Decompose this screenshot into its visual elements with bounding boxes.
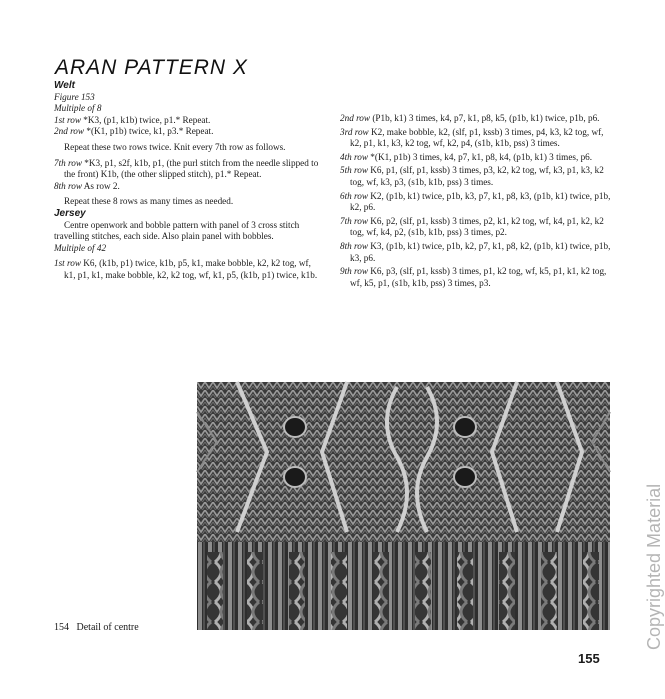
multiple-label-2: Multiple of 42 — [54, 242, 107, 253]
multiple-label: Multiple of 8 — [54, 103, 102, 114]
figure-ref: Figure 153 — [54, 91, 95, 102]
welt-row-8 — [54, 181, 319, 193]
row-text: K6, p2, (slf, p1, kssb) 3 times, p2, k1, k2 tog, wf, k4, p1, k2, k2 tog, wf, k4, p2, (s1b, k1b, pss) 3 times, p2. — [350, 215, 604, 238]
row-label: 9th row — [340, 266, 368, 277]
jersey-row — [340, 127, 615, 150]
row-text: *(K1, p1b) 3 times, k4, p7, k1, p8, k4, (p1b, k1) 3 times, p6. — [370, 151, 593, 162]
left-column — [54, 80, 319, 282]
row-label: 2nd row — [54, 126, 85, 137]
row-text: K6, (k1b, p1) twice, k1b, p5, k1, make bobble, k2, k2 tog, wf, k1, p1, k1, make bobble, k2, k2 tog, wf, k1, p5, (k1b, p1) twice, k1b. — [64, 258, 318, 280]
row-text: K6, p3, (slf, p1, kssb) 3 times, p1, k2 tog, wf, k5, p1, k1, k2 tog, wf, k5, p1, (s1b, k1b, pss) 3 times, p3. — [350, 266, 607, 288]
row-text: *(K1, p1b) twice, k1, p3.* Repeat. — [86, 126, 214, 137]
row-label: 7th row — [54, 157, 82, 168]
watermark-text: Copyrighted Material — [644, 483, 664, 650]
row-label: 2nd row — [340, 113, 371, 123]
row-text: (P1b, k1) 3 times, k4, p7, k1, p8, k5, (p1b, k1) twice, p1b, p6. — [372, 113, 600, 123]
welt-heading: Welt — [54, 80, 75, 91]
jersey-description: Centre openwork and bobble pattern with panel of 3 cross stitch travelling stitches, each side. Also plain panel with bobbles. — [54, 219, 300, 242]
row-label: 7th row — [340, 215, 368, 226]
welt-row-1 — [54, 115, 319, 127]
watermark — [622, 210, 664, 650]
page-title: ARAN PATTERN X — [55, 56, 248, 79]
row-text: *K3, p1, s2f, k1b, p1, (the purl stitch from the needle slipped to the front) K1b, (the other slipped stitch), p1.* Repeat. — [64, 157, 319, 180]
jersey-row — [340, 152, 615, 164]
repeat-instruction: Repeat these two rows twice. Knit every 7th row as follows. — [64, 141, 286, 152]
row-text: As row 2. — [83, 180, 120, 191]
row-text: K2, make bobble, k2, (slf, p1, kssb) 3 times, p4, k3, k2 tog, wf, k2, p1, k1, k3, k2 tog, wf, k2, p4, (s1b, k1b, pss) 3 times. — [350, 126, 604, 149]
row-label: 6th row — [340, 190, 368, 201]
jersey-row — [340, 165, 615, 188]
jersey-heading: Jersey — [54, 207, 86, 219]
row-text: K6, p1, (slf, p1, kssb) 3 times, p3, k2, k2 tog, wf, k3, p1, k3, k2 tog, wf, k3, p3, (s1b, k1b, pss) 3 times. — [350, 165, 604, 187]
row-label: 8th row — [340, 240, 368, 251]
right-column — [340, 113, 615, 289]
row-text: K3, (p1b, k1) twice, p1b, k2, p7, k1, p8, k2, (p1b, k1) twice, p1b, k3, p6. — [350, 240, 611, 263]
welt-row-7 — [54, 158, 319, 181]
jersey-row — [340, 266, 615, 289]
row-label: 1st row — [54, 258, 81, 269]
jersey-row — [340, 191, 615, 214]
row-label: 8th row — [54, 180, 82, 191]
row-label: 3rd row — [340, 126, 369, 137]
jersey-row — [340, 216, 615, 239]
row-label: 1st row — [54, 114, 81, 125]
jersey-row — [340, 113, 615, 125]
row-label: 4th row — [340, 151, 368, 162]
row-text: K2, (p1b, k1) twice, p1b, k3, p7, k1, p8, k3, (p1b, k1) twice, p1b, k2, p6. — [350, 190, 611, 213]
photo-caption: 154 Detail of centre — [54, 622, 139, 633]
jersey-row-1 — [54, 258, 319, 281]
knitting-photo — [197, 382, 610, 630]
welt-row-2 — [54, 126, 319, 138]
row-label: 5th row — [340, 165, 368, 176]
page-number: 155 — [578, 651, 600, 666]
repeat-8-instruction: Repeat these 8 rows as many times as needed. — [64, 196, 234, 207]
jersey-row — [340, 241, 615, 264]
row-text: *K3, (p1, k1b) twice, p1.* Repeat. — [83, 114, 211, 125]
knitting-texture-image — [197, 382, 610, 630]
